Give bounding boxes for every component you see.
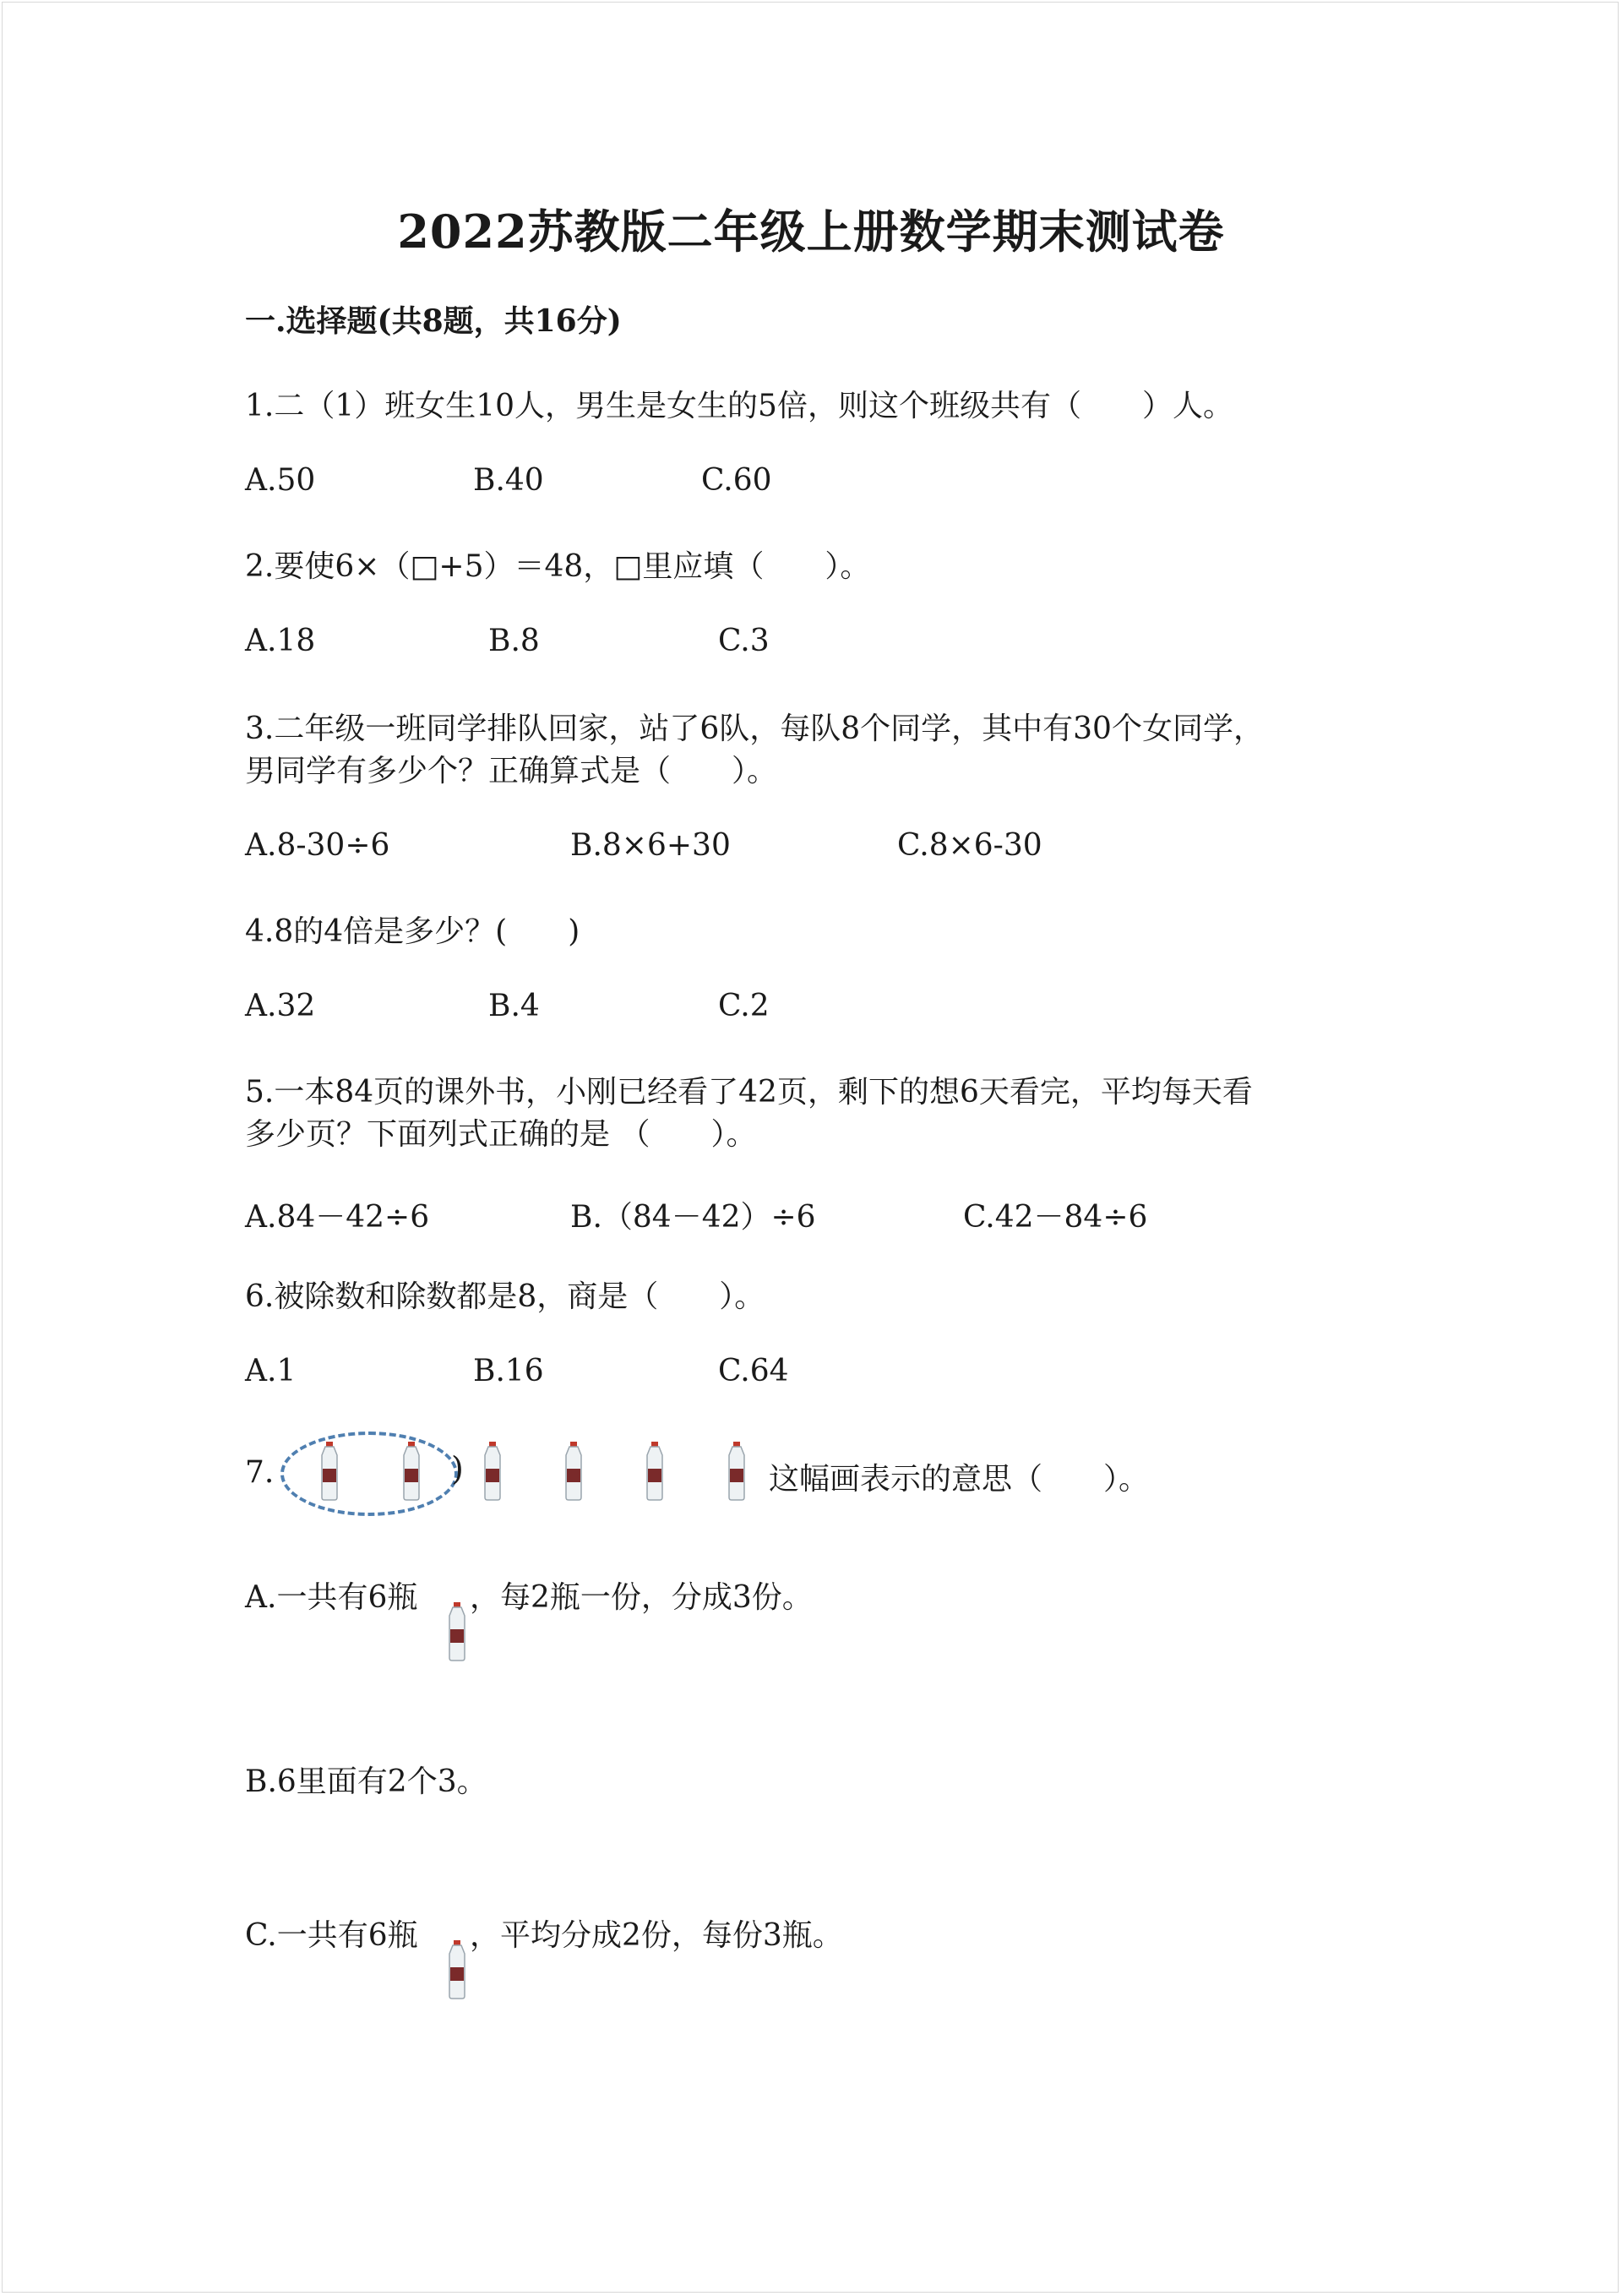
q1-option-b: B.40 [473,463,544,498]
question-3-line-2: 男同学有多少个？正确算式是（ ）。 [245,754,778,788]
q1-option-a: A.50 [245,463,316,498]
q1-option-c: C.60 [701,463,772,498]
q5-option-a: A.84－42÷6 [245,1200,430,1235]
q3-option-a: A.8-30÷6 [245,828,390,863]
grouping-oval [280,1432,458,1516]
q3-option-c: C.8×6-30 [897,828,1042,863]
q6-option-a: A.1 [245,1354,297,1388]
q2-option-a: A.18 [245,624,316,658]
q4-option-c: C.2 [718,989,770,1023]
question-2: 2.要使6×（□+5）＝48，□里应填（ ）。 [245,549,871,584]
bottle-icon [444,1940,470,1999]
bottle-icon [642,1442,667,1501]
page-title: 2022苏教版二年级上册数学期末测试卷 [397,205,1225,259]
q7-option-a: A.一共有6瓶 [245,1580,418,1615]
q2-option-c: C.3 [718,624,770,658]
section-heading: 一.选择题(共8题，共16分) [245,303,622,339]
bottle-icon [561,1442,586,1501]
question-5-line-2: 多少页？下面列式正确的是 （ ）。 [245,1117,757,1152]
q2-option-b: B.8 [488,624,540,658]
bottle-icon [444,1602,470,1661]
bottle-icon [724,1442,749,1501]
question-1: 1.二（1）班女生10人，男生是女生的5倍，则这个班级共有（ ）人。 [245,389,1233,423]
q7-option-c-rest: ，平均分成2份，每份3瓶。 [470,1918,843,1953]
bottle-icon [317,1442,342,1501]
question-5: 5.一本84页的课外书，小刚已经看了42页，剩下的想6天看完，平均每天看 [245,1075,1253,1110]
bottle-icon [399,1442,424,1501]
q4-option-b: B.4 [488,989,540,1023]
q4-option-a: A.32 [245,989,316,1023]
oval-bracket-mark: ) [451,1450,464,1487]
q5-option-b: B.（84－42）÷6 [570,1200,816,1235]
bottle-icon [480,1442,505,1501]
question-3: 3.二年级一班同学排队回家，站了6队，每队8个同学，其中有30个女同学， [245,712,1264,746]
q6-option-b: B.16 [473,1354,544,1388]
q6-option-c: C.64 [718,1354,789,1388]
q3-option-b: B.8×6+30 [570,828,731,863]
question-6: 6.被除数和除数都是8，商是（ ）。 [245,1279,765,1314]
q5-option-c: C.42－84÷6 [963,1200,1148,1235]
question-7-text: 这幅画表示的意思（ ）。 [769,1462,1150,1497]
q7-option-a-rest: ，每2瓶一份，分成3份。 [470,1580,813,1615]
q7-option-c: C.一共有6瓶 [245,1918,418,1953]
q7-option-b: B.6里面有2个3。 [245,1764,487,1799]
question-7-number: 7. [245,1455,275,1490]
question-4: 4.8的4倍是多少？( ) [245,914,580,949]
